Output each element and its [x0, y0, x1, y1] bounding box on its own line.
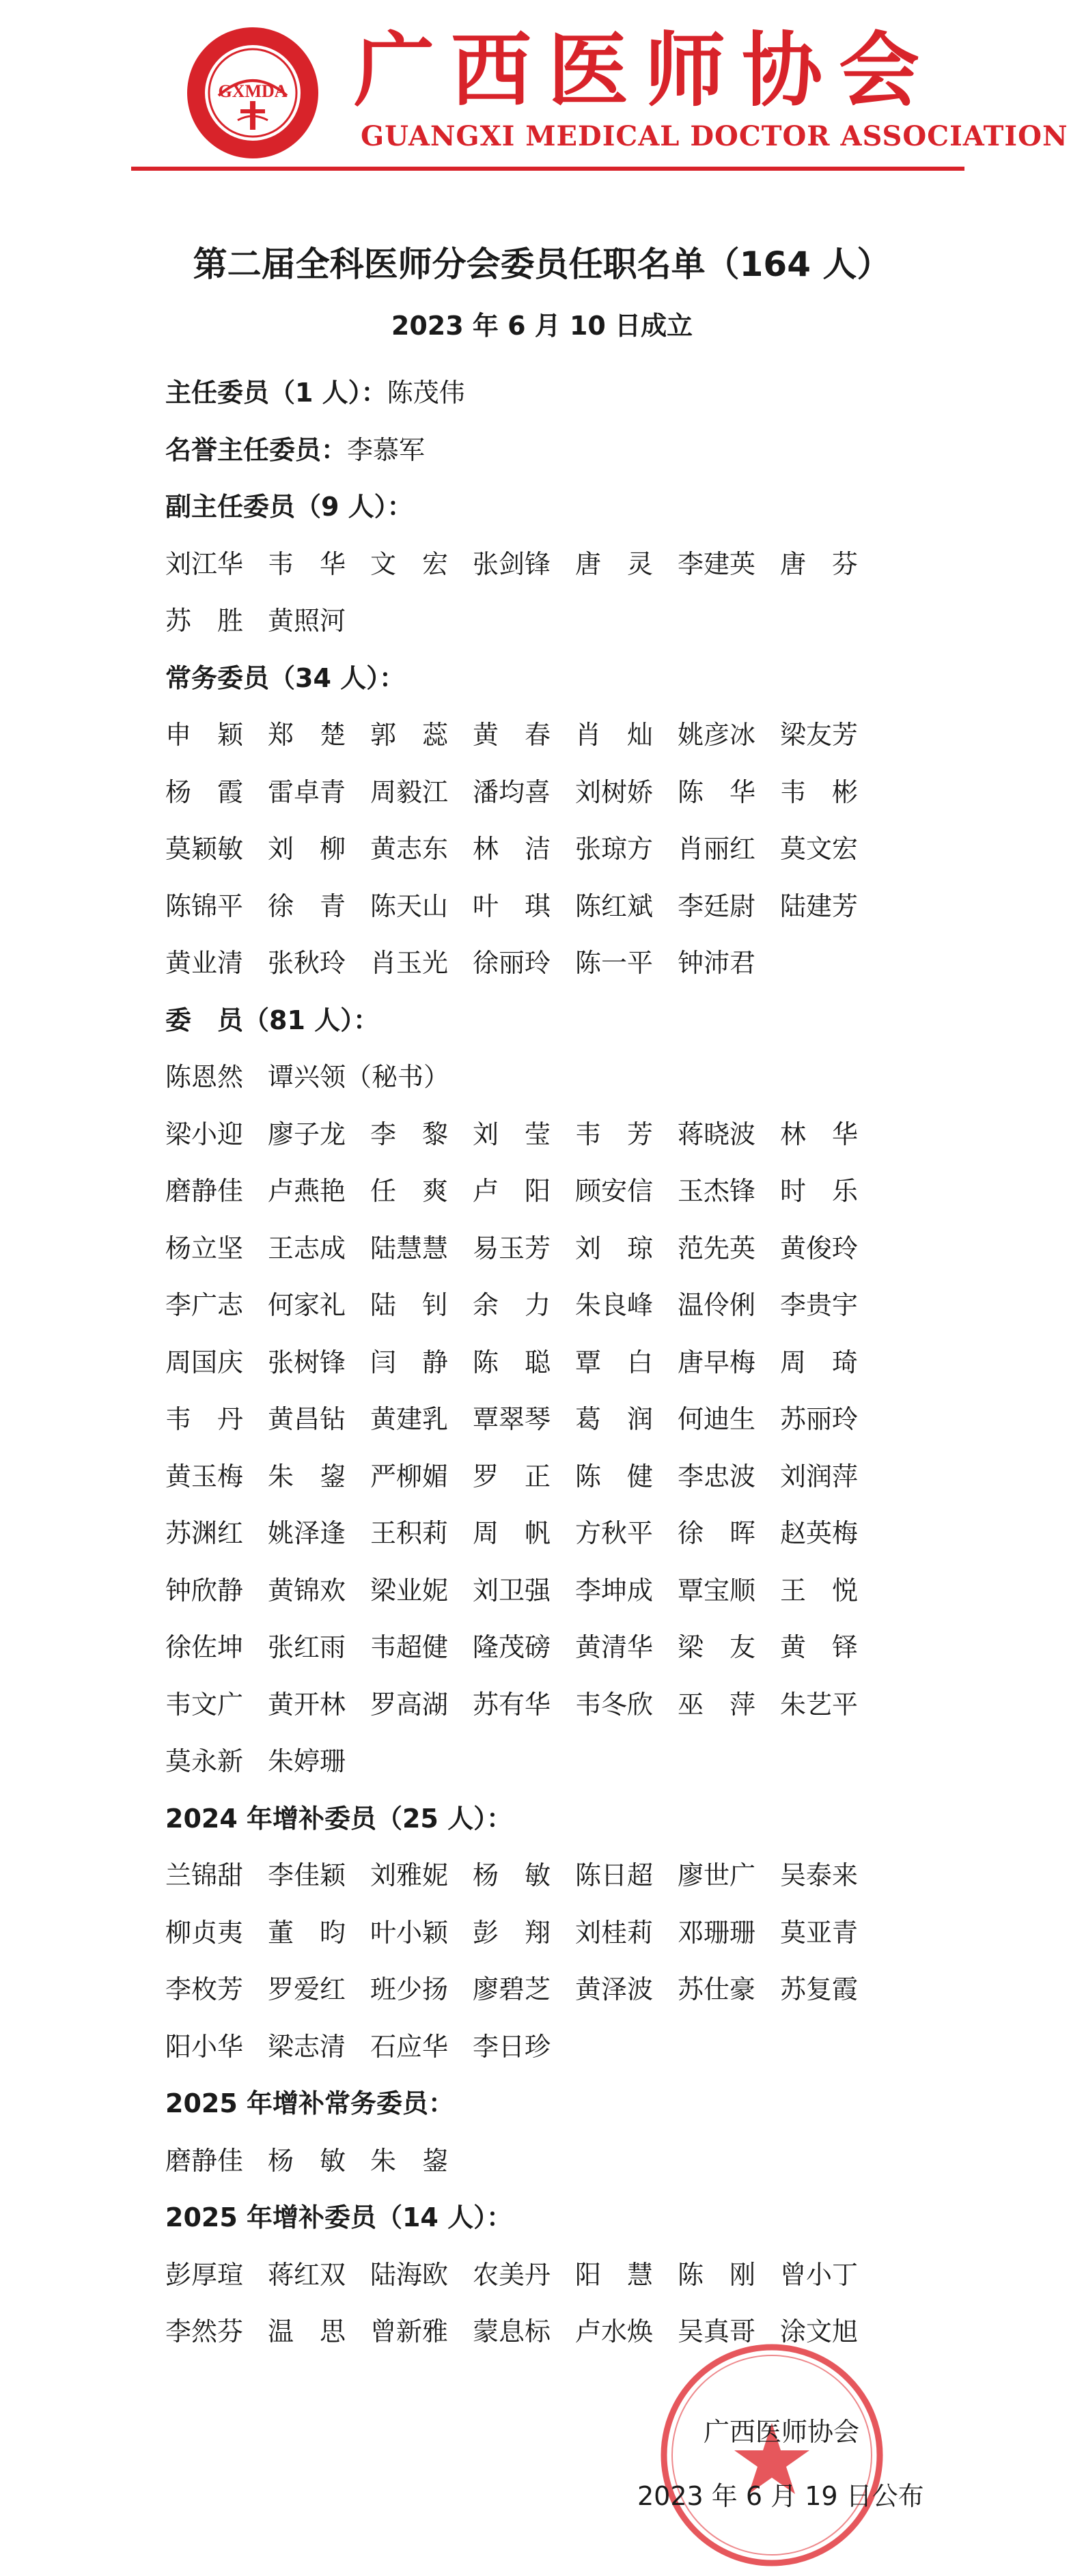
member-name: 何家礼	[268, 1290, 346, 1321]
member-name: 覃翠琴	[473, 1404, 551, 1435]
member-name: 李忠波	[678, 1461, 756, 1492]
member-name: 陈天山	[370, 891, 449, 921]
member-name: 苏渊红	[165, 1518, 244, 1549]
member-name: 潘均喜	[473, 776, 551, 807]
member-name: 谭兴领（秘书）	[268, 1062, 450, 1093]
member-name: 陈恩然	[165, 1062, 244, 1093]
member-name: 赵英梅	[780, 1518, 859, 1549]
header-divider	[131, 167, 964, 171]
name-row	[165, 1959, 930, 2016]
member-name: 申 颖	[165, 720, 244, 751]
member-name: 郭 蕊	[370, 720, 449, 751]
section-label: 2025 年增补委员（14 人）：	[165, 2202, 513, 2233]
name-row	[165, 2130, 930, 2187]
name-row	[165, 1388, 930, 1446]
member-name: 唐早梅	[678, 1347, 756, 1377]
member-name: 叶 琪	[473, 891, 551, 921]
member-name: 王积莉	[370, 1518, 449, 1549]
member-name: 葛 润	[575, 1404, 654, 1435]
member-name: 刘桂莉	[575, 1917, 654, 1948]
name-row	[165, 590, 930, 647]
member-name: 李广志	[165, 1290, 244, 1321]
member-name: 文 宏	[370, 548, 449, 579]
member-name: 陈锦平	[165, 891, 244, 921]
member-name: 黄照河	[268, 606, 346, 636]
member-name: 朱 鋆	[268, 1461, 346, 1492]
member-name: 廖子龙	[268, 1119, 346, 1149]
member-name: 张剑锋	[473, 548, 551, 579]
name-row	[165, 2016, 930, 2073]
member-name: 莫颖敏	[165, 834, 244, 865]
letterhead	[0, 0, 1084, 178]
member-name: 邓珊珊	[678, 1917, 756, 1948]
member-name: 李日珍	[473, 2031, 551, 2062]
name-row	[165, 932, 930, 990]
name-row	[165, 1218, 930, 1275]
member-name: 覃宝顺	[678, 1575, 756, 1606]
org-name-en: GUANGXI MEDICAL DOCTOR ASSOCIATION	[361, 120, 1068, 152]
section-header	[165, 419, 930, 477]
member-name: 梁志清	[268, 2031, 346, 2062]
member-name: 阳小华	[165, 2031, 244, 2062]
member-name: 唐 灵	[575, 548, 654, 579]
member-name: 张秋玲	[268, 948, 346, 979]
name-row	[165, 1446, 930, 1503]
member-name: 陈一平	[575, 948, 654, 979]
member-name: 杨 敏	[268, 2145, 346, 2176]
member-name: 徐 晖	[678, 1518, 756, 1549]
member-name: 梁小迎	[165, 1119, 244, 1149]
member-name: 张红雨	[268, 1632, 346, 1663]
member-list	[165, 362, 930, 2358]
member-name: 董 昀	[268, 1917, 346, 1948]
member-name: 任 爽	[370, 1176, 449, 1207]
member-name: 曾小丁	[780, 2259, 859, 2290]
member-name: 时 乐	[780, 1176, 859, 1207]
member-name: 朱良峰	[575, 1290, 654, 1321]
member-name: 郑 楚	[268, 720, 346, 751]
member-name: 蒙息标	[473, 2316, 551, 2347]
member-name: 陆海欧	[370, 2259, 449, 2290]
name-row	[165, 1502, 930, 1560]
member-name: 周 琦	[780, 1347, 859, 1377]
section-label: 常务委员（34 人）：	[165, 662, 406, 693]
member-name: 黄开林	[268, 1689, 346, 1720]
member-name: 叶小颖	[370, 1917, 449, 1948]
member-name: 班少扬	[370, 1974, 449, 2005]
member-name: 刘卫强	[473, 1575, 551, 1606]
member-name: 朱婷珊	[268, 1746, 346, 1777]
name-row	[165, 2244, 930, 2301]
member-name: 徐丽玲	[473, 948, 551, 979]
member-name: 黄志东	[370, 834, 449, 865]
member-name: 黄俊玲	[780, 1233, 859, 1263]
member-name: 顾安信	[575, 1176, 654, 1207]
member-name: 罗高湖	[370, 1689, 449, 1720]
member-name: 彭 翔	[473, 1917, 551, 1948]
member-name: 磨静佳	[165, 1176, 244, 1207]
member-name: 罗爱红	[268, 1974, 346, 2005]
document-date: 2023 年 6 月 10 日成立	[391, 311, 693, 341]
member-name: 隆茂磅	[473, 1632, 551, 1663]
signature-org: 广西医师协会	[704, 2417, 860, 2447]
member-name: 吴真哥	[678, 2316, 756, 2347]
member-name: 韦 芳	[575, 1119, 654, 1149]
member-name: 覃 白	[575, 1347, 654, 1377]
member-name: 陈 聪	[473, 1347, 551, 1377]
member-name: 刘 柳	[268, 834, 346, 865]
section-label: 2025 年增补常务委员：	[165, 2088, 454, 2119]
member-name: 周毅江	[370, 776, 449, 807]
member-name: 余 力	[473, 1290, 551, 1321]
member-name: 蒋晓波	[678, 1119, 756, 1149]
official-seal-icon	[659, 2342, 885, 2568]
member-name: 朱 鋆	[370, 2145, 449, 2176]
member-name: 杨 敏	[473, 1860, 551, 1891]
member-name: 陆 钊	[370, 1290, 449, 1321]
member-name: 闫 静	[370, 1347, 449, 1377]
member-name: 陈红斌	[575, 891, 654, 921]
member-name: 蒋红双	[268, 2259, 346, 2290]
member-name: 唐 芬	[780, 548, 859, 579]
member-name: 严柳媚	[370, 1461, 449, 1492]
section-header	[165, 476, 930, 533]
member-name: 黄 春	[473, 720, 551, 751]
section-label: 副主任委员（9 人）：	[165, 492, 413, 522]
member-name: 杨立坚	[165, 1233, 244, 1263]
member-name: 范先英	[678, 1233, 756, 1263]
member-name: 苏仕豪	[678, 1974, 756, 2005]
member-name: 姚彦冰	[678, 720, 756, 751]
member-name: 柳贞夷	[165, 1917, 244, 1948]
member-name: 陈 刚	[678, 2259, 756, 2290]
member-name: 苏 胜	[165, 606, 244, 636]
member-name: 王志成	[268, 1233, 346, 1263]
name-row	[165, 1560, 930, 1617]
member-name: 陈日超	[575, 1860, 654, 1891]
member-name: 朱艺平	[780, 1689, 859, 1720]
member-name: 陈 健	[575, 1461, 654, 1492]
member-name: 肖丽红	[678, 834, 756, 865]
member-name: 黄清华	[575, 1632, 654, 1663]
member-name: 兰锦甜	[165, 1860, 244, 1891]
member-name: 刘江华	[165, 548, 244, 579]
section-label: 2024 年增补委员（25 人）：	[165, 1803, 513, 1834]
member-name: 玉杰锋	[678, 1176, 756, 1207]
member-name: 莫永新	[165, 1746, 244, 1777]
name-row	[165, 1845, 930, 1902]
member-name: 何迪生	[678, 1404, 756, 1435]
member-name: 刘 琼	[575, 1233, 654, 1263]
member-name: 黄玉梅	[165, 1461, 244, 1492]
member-name: 韦超健	[370, 1632, 449, 1663]
member-name: 巫 萍	[678, 1689, 756, 1720]
member-name: 黄泽波	[575, 1974, 654, 2005]
member-name: 苏复霞	[780, 1974, 859, 2005]
member-name: 梁友芳	[780, 720, 859, 751]
member-name: 涂文旭	[780, 2316, 859, 2347]
member-name: 曾新雅	[370, 2316, 449, 2347]
member-name: 黄业清	[165, 948, 244, 979]
name-row	[165, 1902, 930, 1959]
member-name: 钟欣静	[165, 1575, 244, 1606]
member-name: 温 思	[268, 2316, 346, 2347]
member-name: 韦文广	[165, 1689, 244, 1720]
section-value: 陈茂伟	[387, 378, 465, 408]
member-name: 卢 阳	[473, 1176, 551, 1207]
section-label: 主任委员（1 人）：	[165, 378, 387, 408]
name-row	[165, 1046, 930, 1104]
section-header	[165, 2187, 930, 2244]
name-row	[165, 761, 930, 819]
member-name: 卢燕艳	[268, 1176, 346, 1207]
member-name: 李然芬	[165, 2316, 244, 2347]
member-name: 刘润萍	[780, 1461, 859, 1492]
logo-abbrev: GXMDA	[218, 81, 288, 101]
member-name: 周国庆	[165, 1347, 244, 1377]
member-name: 莫文宏	[780, 834, 859, 865]
member-name: 李佳颖	[268, 1860, 346, 1891]
member-name: 李建英	[678, 548, 756, 579]
name-row	[165, 1104, 930, 1161]
name-row	[165, 1160, 930, 1218]
member-name: 梁 友	[678, 1632, 756, 1663]
section-header	[165, 1788, 930, 1845]
member-name: 吴泰来	[780, 1860, 859, 1891]
member-name: 梁业妮	[370, 1575, 449, 1606]
member-name: 莫亚青	[780, 1917, 859, 1948]
member-name: 黄锦欢	[268, 1575, 346, 1606]
name-row	[165, 1674, 930, 1731]
member-name: 廖世广	[678, 1860, 756, 1891]
name-row	[165, 533, 930, 591]
member-name: 李坤成	[575, 1575, 654, 1606]
member-name: 钟沛君	[678, 948, 756, 979]
member-name: 陆慧慧	[370, 1233, 449, 1263]
member-name: 肖 灿	[575, 720, 654, 751]
section-header	[165, 647, 930, 705]
name-row	[165, 1332, 930, 1389]
member-name: 韦 华	[268, 548, 346, 579]
name-row	[165, 1731, 930, 1788]
section-label: 名誉主任委员：	[165, 434, 348, 465]
member-name: 方秋平	[575, 1518, 654, 1549]
member-name: 陆建芳	[780, 891, 859, 921]
name-row	[165, 876, 930, 933]
member-name: 李廷尉	[678, 891, 756, 921]
association-logo-icon	[184, 25, 321, 161]
member-name: 卢水焕	[575, 2316, 654, 2347]
member-name: 周 帆	[473, 1518, 551, 1549]
member-name: 韦 丹	[165, 1404, 244, 1435]
member-name: 易玉芳	[473, 1233, 551, 1263]
member-name: 雷卓青	[268, 776, 346, 807]
member-name: 黄建乳	[370, 1404, 449, 1435]
member-name: 肖玉光	[370, 948, 449, 979]
member-name: 廖碧芝	[473, 1974, 551, 2005]
member-name: 姚泽逢	[268, 1518, 346, 1549]
section-label: 委 员（81 人）：	[165, 1005, 380, 1035]
member-name: 阳 慧	[575, 2259, 654, 2290]
section-value: 李慕军	[347, 434, 426, 465]
member-name: 杨 霞	[165, 776, 244, 807]
org-name-cn: 广西医师协会	[354, 23, 936, 117]
name-row	[165, 704, 930, 761]
member-name: 罗 正	[473, 1461, 551, 1492]
member-name: 黄 铎	[780, 1632, 859, 1663]
name-row	[165, 1274, 930, 1332]
member-name: 王 悦	[780, 1575, 859, 1606]
member-name: 张树锋	[268, 1347, 346, 1377]
member-name: 李贵宇	[780, 1290, 859, 1321]
member-name: 黄昌钻	[268, 1404, 346, 1435]
member-name: 温伶俐	[678, 1290, 756, 1321]
member-name: 苏有华	[473, 1689, 551, 1720]
member-name: 徐 青	[268, 891, 346, 921]
member-name: 磨静佳	[165, 2145, 244, 2176]
member-name: 林 华	[780, 1119, 859, 1149]
member-name: 韦 彬	[780, 776, 859, 807]
section-header	[165, 362, 930, 419]
member-name: 李 黎	[370, 1119, 449, 1149]
member-name: 刘雅妮	[370, 1860, 449, 1891]
member-name: 农美丹	[473, 2259, 551, 2290]
section-header	[165, 2073, 930, 2130]
name-row	[165, 1616, 930, 1674]
member-name: 林 洁	[473, 834, 551, 865]
member-name: 石应华	[370, 2031, 449, 2062]
signature-date: 2023 年 6 月 19 日公布	[637, 2481, 924, 2511]
member-name: 苏丽玲	[780, 1404, 859, 1435]
member-name: 韦冬欣	[575, 1689, 654, 1720]
member-name: 徐佐坤	[165, 1632, 244, 1663]
name-row	[165, 818, 930, 876]
member-name: 陈 华	[678, 776, 756, 807]
member-name: 刘树娇	[575, 776, 654, 807]
member-name: 刘 莹	[473, 1119, 551, 1149]
document-title: 第二届全科医师分会委员任职名单（164 人）	[193, 244, 891, 284]
member-name: 李枚芳	[165, 1974, 244, 2005]
member-name: 张琼方	[575, 834, 654, 865]
member-name: 彭厚瑄	[165, 2259, 244, 2290]
section-header	[165, 990, 930, 1047]
